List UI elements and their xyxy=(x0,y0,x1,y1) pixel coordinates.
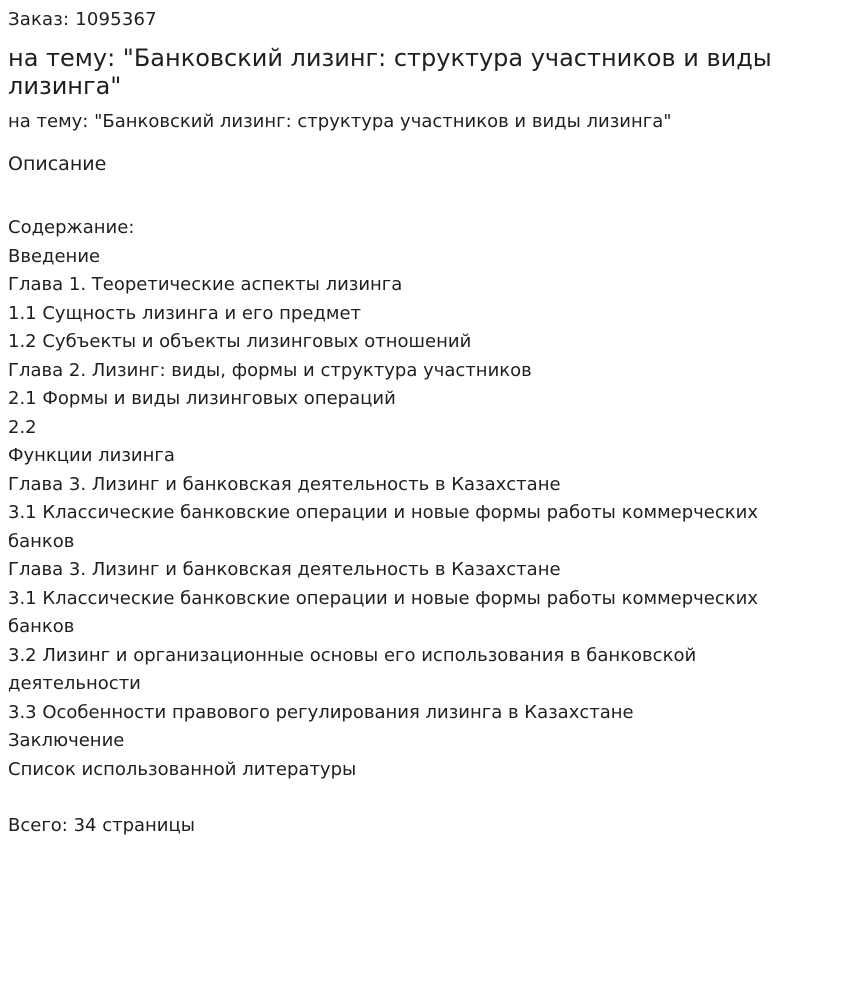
toc-item: Глава 2. Лизинг: виды, формы и структура участников xyxy=(8,359,532,381)
toc-item: Введение xyxy=(8,245,101,267)
toc-item: 2.2 xyxy=(8,416,37,438)
description-label: Описание xyxy=(8,153,107,175)
toc-item: Глава 1. Теоретические аспекты лизинга xyxy=(8,274,403,295)
toc-item: 3.1 Классические банковские операции и новые формы работы коммерческих банков xyxy=(8,587,758,637)
toc-item: 1.1 Сущность лизинга и его предмет xyxy=(8,302,362,324)
toc-item: Глава 3. Лизинг и банковская деятельность в Казахстане xyxy=(8,473,561,495)
document-title: на тему: "Банковский лизинг: структура участников и виды лизинга" xyxy=(8,44,772,100)
toc-item: Функции лизинга xyxy=(8,445,175,466)
toc-item: Заключение xyxy=(8,730,125,751)
toc-item: Глава 3. Лизинг и банковская деятельность в Казахстане xyxy=(8,559,561,580)
toc-item: 2.1 Формы и виды лизинговых операций xyxy=(8,388,396,409)
toc-item: 1.2 Субъекты и объекты лизинговых отношений xyxy=(8,331,472,352)
toc-item: 3.3 Особенности правового регулирования лизинга в Казахстане xyxy=(8,701,634,723)
contents-heading: Содержание: xyxy=(8,217,135,238)
order-number: Заказ: 1095367 xyxy=(8,9,157,30)
total-pages: Всего: 34 страницы xyxy=(8,815,195,836)
toc-item: Список использованной литературы xyxy=(8,758,357,780)
table-of-contents xyxy=(8,214,808,784)
document-subtitle: на тему: "Банковский лизинг: структура участников и виды лизинга" xyxy=(8,111,672,132)
toc-item: 3.2 Лизинг и организационные основы его использования в банковской деятельности xyxy=(8,644,697,694)
toc-item: 3.1 Классические банковские операции и новые формы работы коммерческих банков xyxy=(8,502,758,552)
